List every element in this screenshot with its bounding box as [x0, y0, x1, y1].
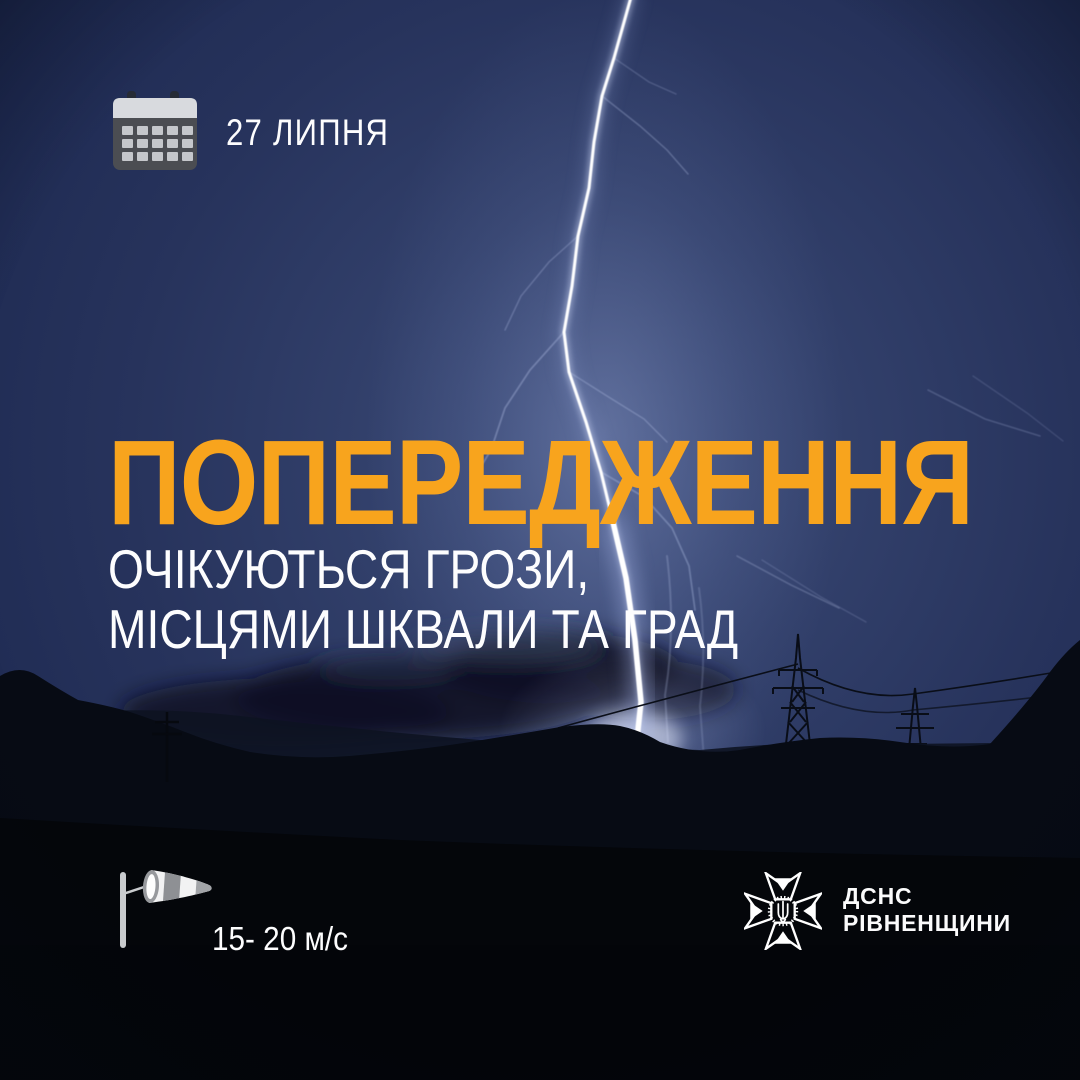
wind-speed-badge: [106, 858, 406, 983]
dsns-logo: [744, 872, 1011, 950]
date-badge: [112, 90, 420, 176]
wind-speed-label: 15- 20 м/с: [212, 920, 348, 957]
date-label: 27 ЛИПНЯ: [226, 112, 390, 153]
subtitle-line-1: ОЧІКУЮТЬСЯ ГРОЗИ,: [108, 538, 590, 600]
subtitle-line-2: МІСЦЯМИ ШКВАЛИ ТА ГРАД: [108, 598, 739, 660]
poster-subtitle: [108, 539, 738, 659]
dsns-logo-text: [843, 883, 1011, 950]
dsns-emblem-icon: [744, 872, 822, 950]
calendar-icon: [112, 91, 200, 175]
dsns-org-line-1: ДСНС: [843, 883, 913, 909]
poster-title: ПОПЕРЕДЖЕННЯ: [108, 414, 974, 550]
dsns-org-line-2: РІВНЕНЩИНИ: [843, 910, 1012, 936]
